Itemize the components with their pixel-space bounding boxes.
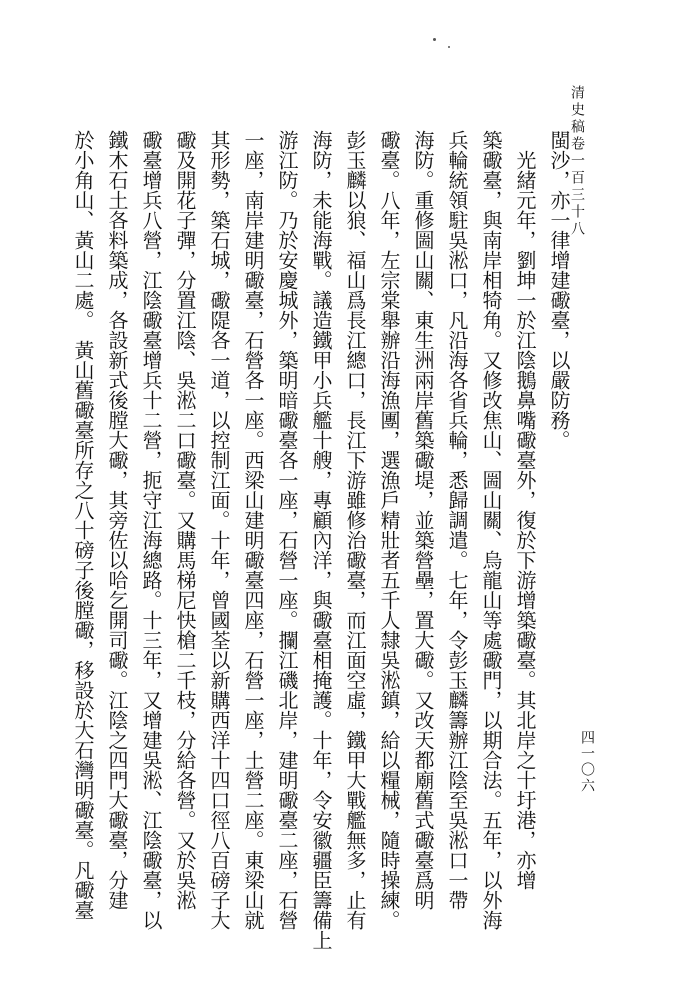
text-column: 礮及開花子彈，分置江陰、吳淞二口礮臺。又購馬梯尼快槍二千枝，分給各營。又於吳淞 <box>173 130 197 910</box>
text-column: 礮臺增兵八營，江陰礮臺增兵十二營，扼守江海總路。十三年，又增建吳淞、江陰礮臺，以 <box>139 130 163 930</box>
text-column: 其形勢，築石城，礮隄各一道，以控制江面。十年，曾國荃以新購西洋十四口徑八百磅子大 <box>207 130 231 930</box>
text-column: 一座，南岸建明礮臺，石營各一座。西梁山建明礮臺四座，石營一座，土營二座。東梁山就 <box>241 130 265 930</box>
ink-speck <box>448 46 450 48</box>
text-column: 礮臺。八年，左宗棠舉辦沿海漁團，選漁戶精壯者五千人隸吳淞鎮，給以糧械，隨時操練。 <box>377 130 401 930</box>
text-column: 彭玉麟以狼、福山爲長江總口，長江下游雖修治礮臺，而江面空虛，鐵甲大戰艦無多，止有 <box>343 130 367 930</box>
text-column: 光緒元年，劉坤一於江陰鵝鼻嘴礮臺外，復於下游增築礮臺。其北岸之十圩港，亦增 <box>513 130 537 890</box>
text-column: 築礮臺，與南岸相犄角。又修改焦山、圌山關、烏龍山等處礮門，以期合法。五年，以外海 <box>479 130 503 930</box>
running-header: 清史稿卷一百三十八 <box>569 85 585 238</box>
text-column: 游江防。乃於安慶城外，築明暗礮臺各一座，石營一座。攔江磯北岸，建明礮臺二座，石營 <box>275 130 299 930</box>
text-column: 鐵木石土各料築成，各設新式後膛大礮，其旁佐以哈乞開司礮。江陰之四門大礮臺，分建 <box>105 130 129 910</box>
text-column: 兵輪統領駐吳淞口，凡沿海各省兵輪，悉歸調遣。七年，令彭玉麟籌辦江陰至吳淞口一帶 <box>445 130 469 910</box>
page-number: 四一〇六 <box>579 730 595 794</box>
ink-speck <box>433 38 436 41</box>
text-column: 海防。重修圌山關、東生洲兩岸舊築礮堤，並築營壘，置大礮。又改天都廟舊式礮臺爲明 <box>411 130 435 910</box>
text-column: 於小角山、黃山二處。 黃山舊礮臺所存之八十磅子後膛礮，移設於大石灣明礮臺。凡礮臺 <box>71 130 95 920</box>
text-column: 閩沙，亦一律增建礮臺，以嚴防務。 <box>547 130 571 450</box>
text-column: 海防，未能海戰。議造鐵甲小兵艦十艘，專顧內洋，與礮臺相掩護。十年，令安徽疆臣籌備上 <box>309 130 333 950</box>
